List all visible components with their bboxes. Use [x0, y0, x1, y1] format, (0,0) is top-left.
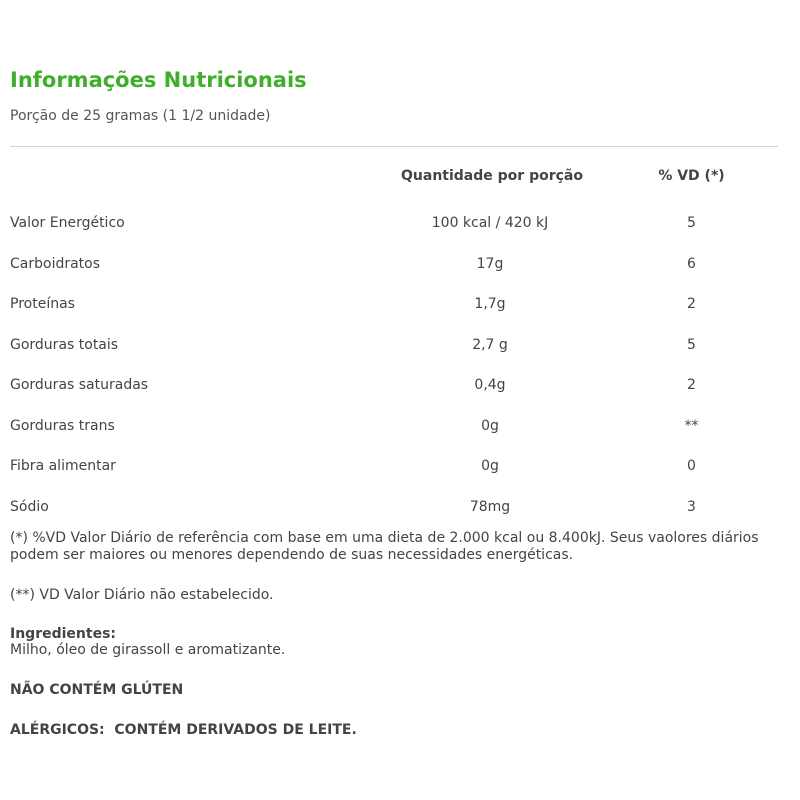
table-header — [10, 163, 778, 189]
nutrient-name: Gorduras totais — [10, 336, 119, 353]
nutrient-vd: 0 — [687, 458, 696, 475]
nutrition-table — [10, 163, 778, 527]
nutrient-name: Fibra alimentar — [10, 458, 116, 475]
nutrient-vd: 5 — [687, 336, 696, 353]
column-header-quantity: Quantidade por porção — [401, 168, 583, 184]
table-row — [10, 203, 778, 244]
vd-reference-note: (*) %VD Valor Diário de referência com base em uma dieta de 2.000 kcal ou 8.400kJ. Seus vaolores diários podem ser maiores ou menores dependendo de suas necessidades energéticas. — [10, 530, 759, 563]
column-header-vd: % VD (*) — [658, 168, 725, 184]
nutrient-name: Valor Energético — [10, 215, 125, 232]
nutrient-quantity: 2,7 g — [472, 336, 508, 353]
nutrient-name: Proteínas — [10, 296, 75, 313]
nutrient-vd: 5 — [687, 215, 696, 232]
nutrient-quantity: 100 kcal / 420 kJ — [431, 215, 549, 232]
vd-not-established-note: (**) VD Valor Diário não estabelecido. — [10, 587, 274, 603]
nutrient-quantity: 78mg — [469, 498, 511, 515]
page-title: Informações Nutricionais — [10, 68, 307, 92]
ingredients-label: Ingredientes: — [10, 626, 116, 642]
nutrient-vd: 2 — [687, 377, 696, 394]
table-row — [10, 284, 778, 325]
serving-size: Porção de 25 gramas (1 1/2 unidade) — [10, 108, 271, 124]
nutrient-quantity: 1,7g — [474, 296, 506, 313]
table-row — [10, 365, 778, 406]
table-row — [10, 406, 778, 447]
allergens-statement: ALÉRGICOS: CONTÉM DERIVADOS DE LEITE. — [10, 722, 357, 738]
table-row — [10, 325, 778, 366]
nutrient-vd: 3 — [687, 498, 696, 515]
nutrient-quantity: 17g — [476, 255, 504, 272]
divider — [10, 146, 778, 147]
nutrient-vd: 6 — [687, 255, 696, 272]
nutrient-vd: 2 — [687, 296, 696, 313]
nutrient-quantity: 0g — [481, 458, 499, 475]
gluten-statement: NÃO CONTÉM GLÚTEN — [10, 682, 184, 698]
table-body — [10, 203, 778, 527]
nutrient-name: Gorduras saturadas — [10, 377, 149, 394]
table-row — [10, 487, 778, 528]
nutrient-vd: ** — [684, 417, 699, 434]
table-row — [10, 244, 778, 285]
ingredients-text: Milho, óleo de girassoll e aromatizante. — [10, 642, 286, 658]
nutrient-quantity: 0g — [481, 417, 499, 434]
nutrient-name: Carboidratos — [10, 255, 101, 272]
nutrient-name: Gorduras trans — [10, 417, 115, 434]
nutrient-quantity: 0,4g — [474, 377, 506, 394]
ingredients-section — [10, 626, 780, 659]
table-row — [10, 446, 778, 487]
nutrient-name: Sódio — [10, 498, 49, 515]
